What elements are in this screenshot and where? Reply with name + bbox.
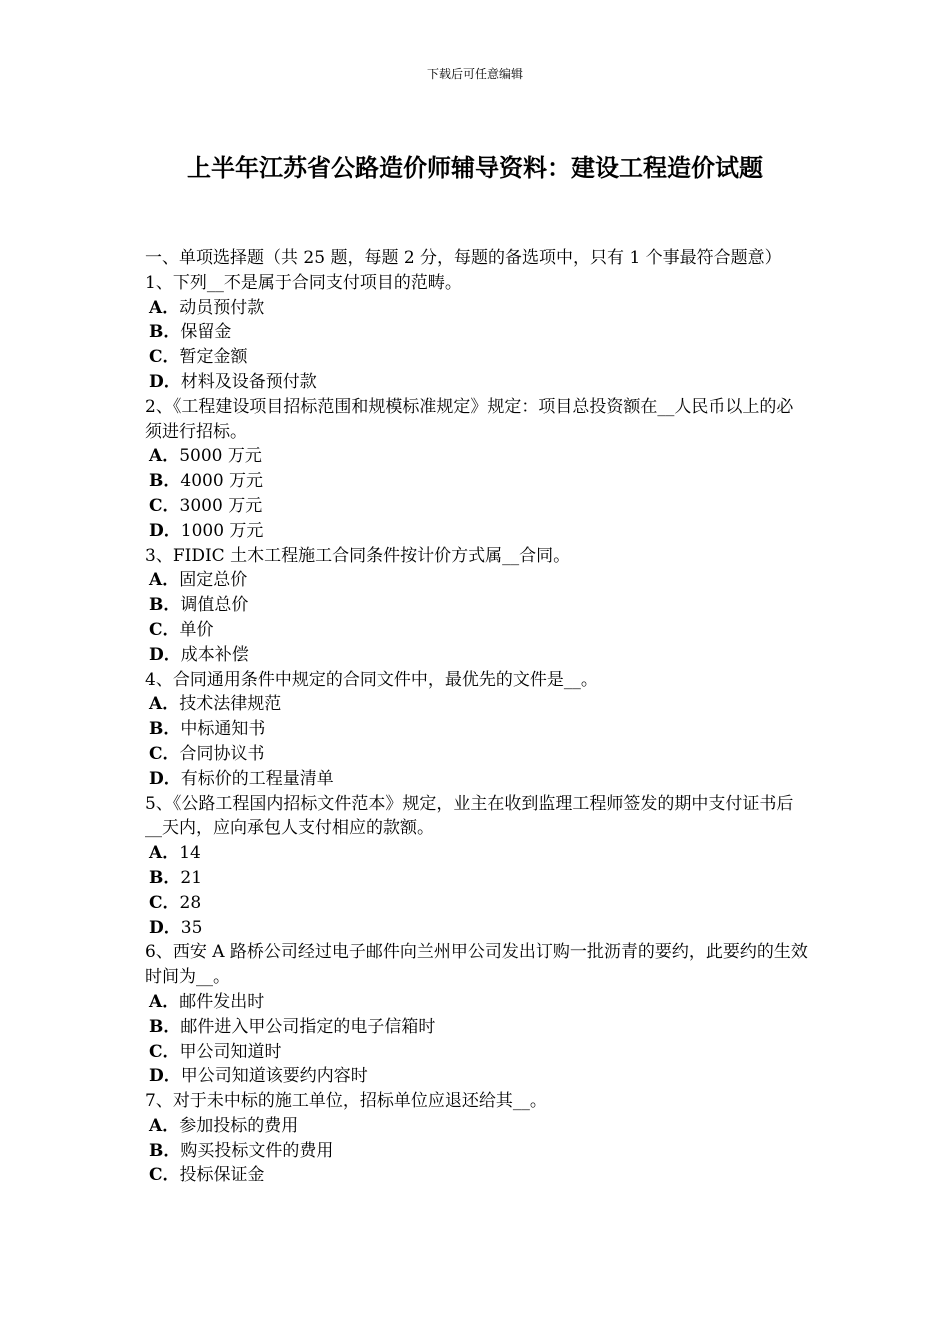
question-stem: 1、下列__不是属于合同支付项目的范畴。	[145, 272, 462, 293]
option-letter: A．	[149, 694, 180, 715]
option-text: 中标通知书	[180, 719, 266, 740]
option-text: 甲公司知道该要约内容时	[180, 1066, 368, 1087]
option-letter: D．	[149, 768, 181, 789]
question-item	[145, 1089, 810, 1188]
answer-option	[145, 568, 810, 593]
question-item	[145, 940, 810, 1089]
option-letter: A．	[149, 297, 180, 318]
option-letter: A．	[149, 446, 180, 467]
answer-option	[145, 866, 810, 891]
option-text: 28	[179, 892, 202, 913]
answer-option	[145, 692, 810, 717]
option-letter: B．	[149, 322, 181, 343]
option-text: 动员预付款	[179, 297, 265, 318]
option-text: 邮件发出时	[179, 991, 265, 1012]
answer-option	[145, 841, 810, 866]
option-letter: B．	[149, 867, 181, 888]
option-letter: C．	[149, 892, 180, 913]
option-letter: A．	[149, 843, 180, 864]
option-letter: D．	[149, 520, 181, 541]
document-title: 上半年江苏省公路造价师辅导资料：建设工程造价试题	[187, 153, 763, 182]
question-stem: 2、《工程建设项目招标范围和规模标准规定》规定：项目总投资额在__人民币以上的必须进行招标。	[145, 396, 794, 442]
option-letter: B．	[149, 719, 181, 740]
answer-option	[145, 1114, 810, 1139]
option-text: 合同协议书	[179, 743, 265, 764]
option-text: 14	[179, 843, 201, 864]
option-text: 甲公司知道时	[179, 1041, 282, 1062]
option-letter: D．	[149, 644, 181, 665]
answer-option	[145, 618, 810, 643]
question-stem: 7、对于未中标的施工单位，招标单位应退还给其__。	[145, 1091, 547, 1112]
option-letter: C．	[149, 1041, 180, 1062]
option-text: 5000 万元	[179, 446, 262, 467]
option-text: 固定总价	[179, 570, 248, 591]
question-item	[145, 792, 810, 941]
option-letter: D．	[149, 917, 181, 938]
document-body	[145, 246, 810, 1188]
option-letter: C．	[149, 619, 180, 640]
question-stem: 3、FIDIC 土木工程施工合同条件按计价方式属__合同。	[145, 545, 571, 566]
answer-option	[145, 1163, 810, 1188]
option-letter: B．	[149, 595, 181, 616]
option-letter: C．	[149, 347, 180, 368]
option-text: 1000 万元	[180, 520, 264, 541]
question-list	[145, 271, 810, 1188]
option-letter: D．	[149, 1066, 181, 1087]
option-text: 技术法律规范	[179, 694, 282, 715]
section-heading: 一、单项选择题（共 25 题，每题 2 分，每题的备选项中，只有 1 个事最符合题意）	[145, 248, 782, 268]
option-text: 保留金	[180, 322, 232, 343]
answer-option	[145, 494, 810, 519]
option-letter: C．	[149, 743, 180, 764]
answer-option	[145, 345, 810, 370]
option-text: 4000 万元	[180, 471, 264, 492]
answer-option	[145, 1064, 810, 1089]
option-text: 单价	[179, 619, 214, 640]
option-text: 有标价的工程量清单	[180, 768, 334, 789]
answer-option	[145, 370, 810, 395]
answer-option	[145, 593, 810, 618]
answer-option	[145, 296, 810, 321]
question-stem: 4、合同通用条件中规定的合同文件中，最优先的文件是__。	[145, 669, 598, 690]
option-text: 成本补偿	[180, 644, 249, 665]
option-letter: D．	[149, 371, 181, 392]
answer-option	[145, 1040, 810, 1065]
answer-option	[145, 990, 810, 1015]
answer-option	[145, 916, 810, 941]
answer-option	[145, 742, 810, 767]
option-text: 3000 万元	[179, 495, 263, 516]
question-stem: 5、《公路工程国内招标文件范本》规定，业主在收到监理工程师签发的期中支付证书后__天内，应向承包人支付相应的款额。	[145, 793, 794, 839]
question-item	[145, 395, 810, 544]
answer-option	[145, 469, 810, 494]
option-letter: B．	[149, 1016, 181, 1037]
answer-option	[145, 320, 810, 345]
option-text: 参加投标的费用	[179, 1115, 299, 1136]
answer-option	[145, 1139, 810, 1164]
option-letter: C．	[149, 1165, 180, 1186]
option-text: 购买投标文件的费用	[180, 1140, 334, 1161]
option-letter: A．	[149, 991, 180, 1012]
option-text: 35	[180, 917, 203, 938]
answer-option	[145, 444, 810, 469]
answer-option	[145, 891, 810, 916]
answer-option	[145, 519, 810, 544]
option-letter: B．	[149, 1140, 181, 1161]
option-letter: A．	[149, 570, 180, 591]
option-letter: C．	[149, 495, 180, 516]
question-item	[145, 544, 810, 668]
option-text: 投标保证金	[179, 1165, 265, 1186]
option-text: 21	[180, 867, 203, 888]
option-text: 暂定金额	[179, 347, 248, 368]
question-item	[145, 668, 810, 792]
question-item	[145, 271, 810, 395]
option-text: 材料及设备预付款	[180, 371, 317, 392]
question-stem: 6、西安 A 路桥公司经过电子邮件向兰州甲公司发出订购一批沥青的要约，此要约的生效时间为__。	[145, 942, 808, 988]
option-letter: A．	[149, 1115, 180, 1136]
answer-option	[145, 643, 810, 668]
option-text: 邮件进入甲公司指定的电子信箱时	[180, 1016, 436, 1037]
answer-option	[145, 1015, 810, 1040]
header-note: 下载后可任意编辑	[426, 67, 523, 81]
option-text: 调值总价	[180, 595, 249, 616]
answer-option	[145, 717, 810, 742]
answer-option	[145, 767, 810, 792]
option-letter: B．	[149, 471, 181, 492]
